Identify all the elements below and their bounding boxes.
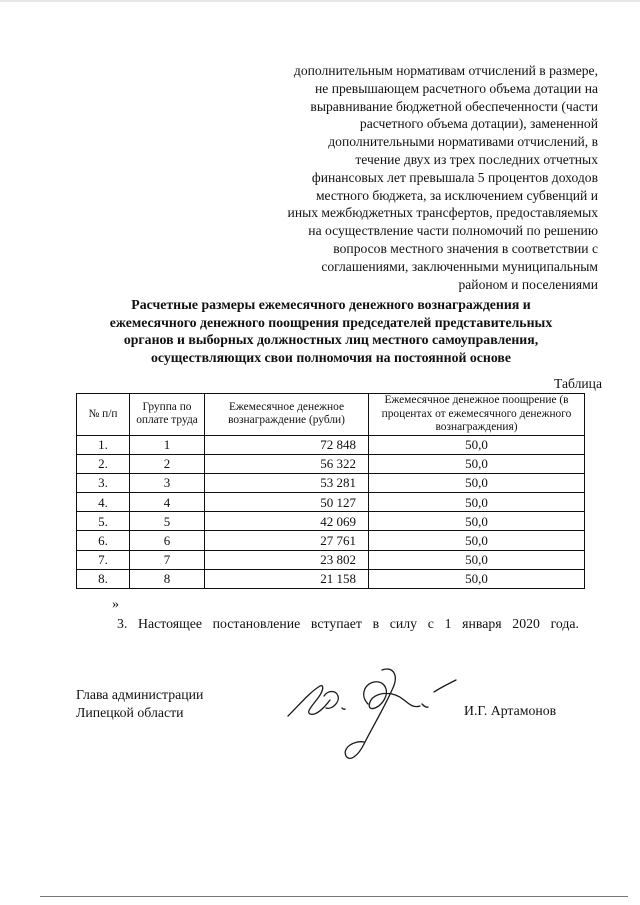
cell-num: 5. [77, 512, 130, 531]
cell-pay: 56 322 [205, 454, 369, 473]
cell-group: 7 [130, 550, 205, 569]
title-line: Расчетные размеры ежемесячного денежного вознаграждения и [131, 297, 531, 312]
intro-line: не превышающем расчетного объема дотации на [314, 80, 598, 96]
intro-line: течение двух из трех последних отчетных [355, 151, 598, 167]
table-row [77, 473, 585, 492]
cell-group: 6 [130, 531, 205, 550]
cell-num: 6. [77, 531, 130, 550]
cell-group: 4 [130, 493, 205, 512]
cell-pay: 23 802 [205, 550, 369, 569]
cell-num: 3. [77, 473, 130, 492]
title-line: ежемесячного денежного поощрения председателей представительных [109, 314, 553, 330]
page-top-edge [0, 0, 640, 2]
cell-group: 2 [130, 454, 205, 473]
intro-line: дополнительным нормативам отчислений в размере, [293, 63, 598, 78]
intro-line: местного бюджета, за исключением субвенций и [315, 187, 598, 203]
cell-pay: 21 158 [205, 569, 369, 588]
cell-num: 7. [77, 550, 130, 569]
cell-bonus: 50,0 [369, 454, 585, 473]
intro-line: дополнительными нормативами отчислений, в [328, 134, 598, 150]
cell-num: 1. [77, 435, 130, 454]
cell-group: 5 [130, 512, 205, 531]
intro-line: выравнивание бюджетной обеспеченности (части [310, 98, 598, 114]
handwritten-signature [280, 660, 460, 770]
intro-line: районом и поселениями [458, 276, 598, 292]
cell-bonus: 50,0 [369, 473, 585, 492]
signatory-position [76, 686, 203, 722]
signatory-position-line: Липецкой области [76, 705, 184, 720]
table-row [77, 512, 585, 531]
table-row [77, 569, 585, 588]
intro-line: вопросов местного значения в соответствии с [333, 240, 598, 256]
cell-group: 8 [130, 569, 205, 588]
cell-pay: 27 761 [205, 531, 369, 550]
title-line: органов и выборных должностных лиц местного самоуправления, [123, 332, 539, 348]
intro-line: расчетного объема дотации), замененной [359, 116, 598, 132]
intro-line: финансовых лет превышала 5 процентов доходов [311, 169, 598, 185]
bottom-rule [40, 896, 628, 897]
intro-line: соглашениями, заключенными муниципальным [321, 258, 598, 274]
rates-table [76, 393, 585, 589]
signer-name: И.Г. Артамонов [464, 703, 557, 718]
cell-num: 2. [77, 454, 130, 473]
cell-pay: 42 069 [205, 512, 369, 531]
signatory-position-line: Глава администрации [76, 687, 204, 702]
cell-bonus: 50,0 [369, 531, 585, 550]
clause-paragraph: 3. Настоящее постановление вступает в силу с 1 января 2020 года. [117, 616, 579, 631]
cell-bonus: 50,0 [369, 435, 585, 454]
intro-paragraph [232, 62, 598, 293]
cell-group: 3 [130, 473, 205, 492]
cell-group: 1 [130, 435, 205, 454]
cell-bonus: 50,0 [369, 512, 585, 531]
cell-bonus: 50,0 [369, 550, 585, 569]
table-row [77, 493, 585, 512]
table-row [77, 454, 585, 473]
intro-line: на осуществление части полномочий по решению [308, 223, 598, 239]
cell-pay: 72 848 [205, 435, 369, 454]
title-line: осуществляющих свои полномочия на постоянной основе [151, 349, 511, 365]
table-row [77, 531, 585, 550]
section-title [72, 296, 590, 366]
table-header-row [77, 394, 585, 436]
table-caption: Таблица [554, 376, 602, 391]
table-row [77, 435, 585, 454]
closing-quote: » [112, 597, 119, 612]
cell-pay: 50 127 [205, 493, 369, 512]
header-group: Группа по оплате труда [130, 394, 205, 436]
cell-num: 4. [77, 493, 130, 512]
intro-line: иных межбюджетных трансфертов, предоставляемых [287, 205, 598, 221]
cell-num: 8. [77, 569, 130, 588]
cell-bonus: 50,0 [369, 569, 585, 588]
header-num: № п/п [77, 394, 130, 436]
cell-bonus: 50,0 [369, 493, 585, 512]
table-row [77, 550, 585, 569]
header-bonus: Ежемесячное денежное поощрение (в процентах от ежемесячного денежного вознаграждения) [369, 394, 585, 436]
header-pay: Ежемесячное денежное вознаграждение (рубли) [205, 394, 369, 436]
cell-pay: 53 281 [205, 473, 369, 492]
